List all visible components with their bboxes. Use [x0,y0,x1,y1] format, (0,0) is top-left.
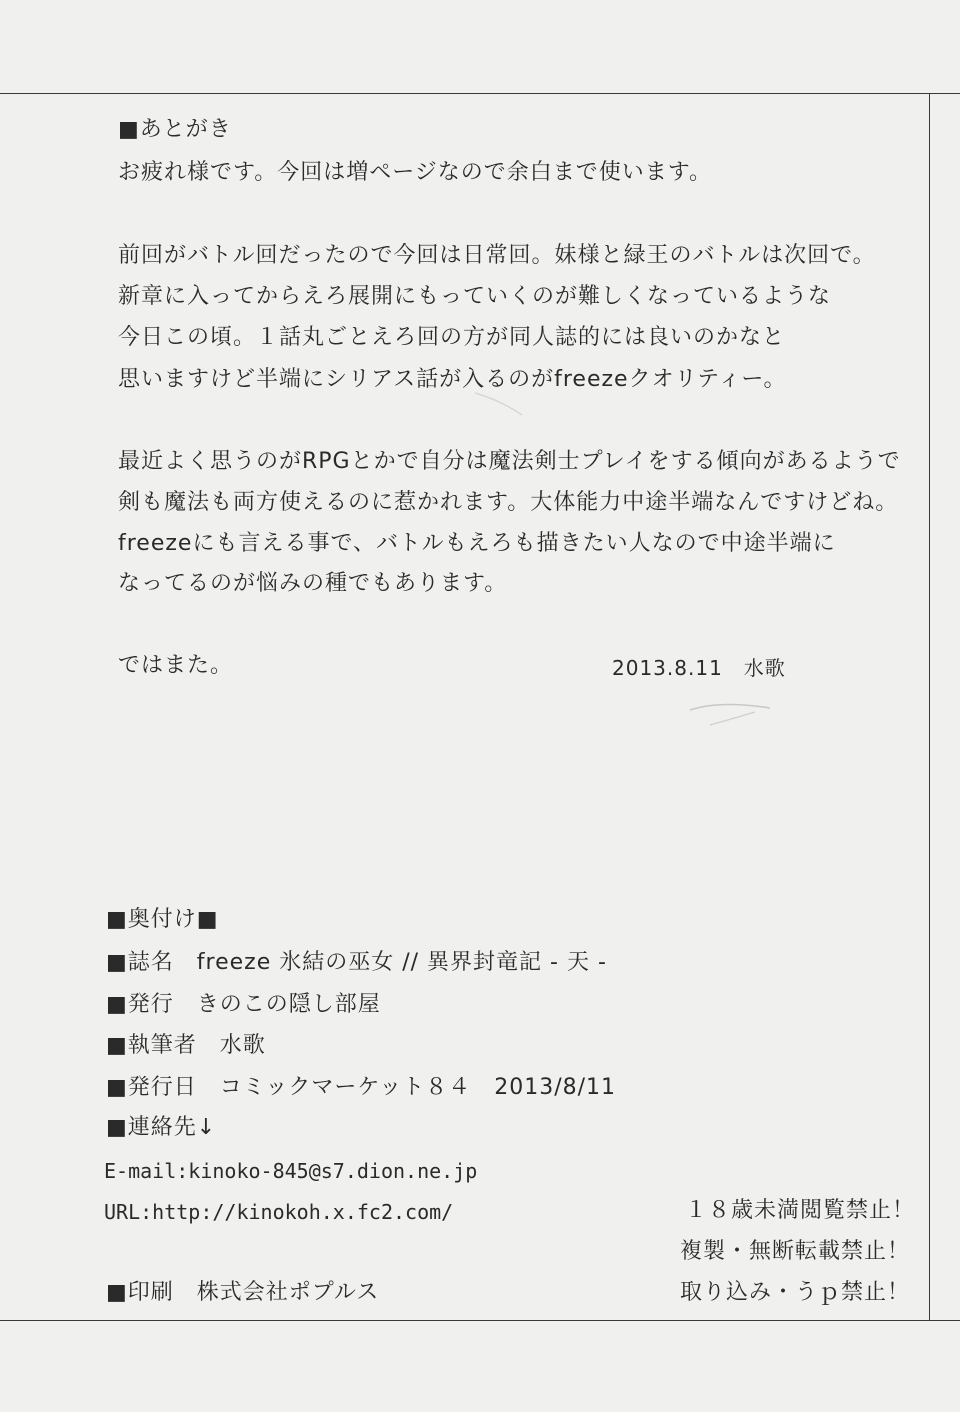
colophon-title-row: ■誌名 freeze 氷結の巫女 // 異界封竜記 - 天 - [106,950,607,975]
afterword-line: 最近よく思うのがRPGとかで自分は魔法剣士プレイをする傾向があるようで [118,449,901,474]
notice-no-reproduction: 複製・無断転載禁止！ [680,1239,911,1264]
afterword-heading: ■あとがき [118,117,232,142]
afterword-line: 前回がバトル回だったので今回は日常回。妹様と緑王のバトルは次回で。 [118,243,876,268]
notice-age-restriction: １８歳未満閲覧禁止！ [685,1198,916,1223]
afterword-line: 新章に入ってからえろ展開にもっていくのが難しくなっているような [118,284,832,309]
notice-no-upload: 取り込み・うｐ禁止！ [680,1280,911,1305]
colophon-heading: ■奥付け■ [106,907,219,932]
colophon-author-row: ■執筆者 水歌 [106,1033,266,1058]
pencil-scribble-mark [470,385,530,425]
afterword-line: 今日この頃。１話丸ごとえろ回の方が同人誌的には良いのかなと [118,325,786,350]
afterword-line: 剣も魔法も両方使えるのに惹かれます。大体能力中途半端なんですけどね。 [118,490,899,515]
afterword-line: なってるのが悩みの種でもあります。 [118,571,508,596]
top-rule [0,93,960,94]
colophon-publisher-row: ■発行 きのこの隠し部屋 [106,992,381,1017]
afterword-closing: ではまた。 [118,653,234,678]
afterword-line: お疲れ様です。今回は増ページなので余白まで使います。 [118,160,713,185]
afterword-line: 思いますけど半端にシリアス話が入るのがfreezeクオリティー。 [118,367,787,392]
contact-email: E-mail:kinoko-845@s7.dion.ne.jp [104,1159,478,1183]
colophon-contact-row: ■連絡先↓ [106,1115,217,1140]
colophon-date-row: ■発行日 コミックマーケット８４ 2013/8/11 [106,1075,617,1100]
colophon-printer-row: ■印刷 株式会社ポプルス [106,1280,380,1305]
contact-url: URL:http://kinokoh.x.fc2.com/ [104,1200,454,1224]
afterword-signature: 2013.8.11 水歌 [612,656,786,680]
bottom-rule [0,1320,960,1321]
pencil-scribble-mark [680,690,780,740]
right-rule [929,93,930,1321]
afterword-line: freezeにも言える事で、バトルもえろも描きたい人なので中途半端に [118,531,836,556]
